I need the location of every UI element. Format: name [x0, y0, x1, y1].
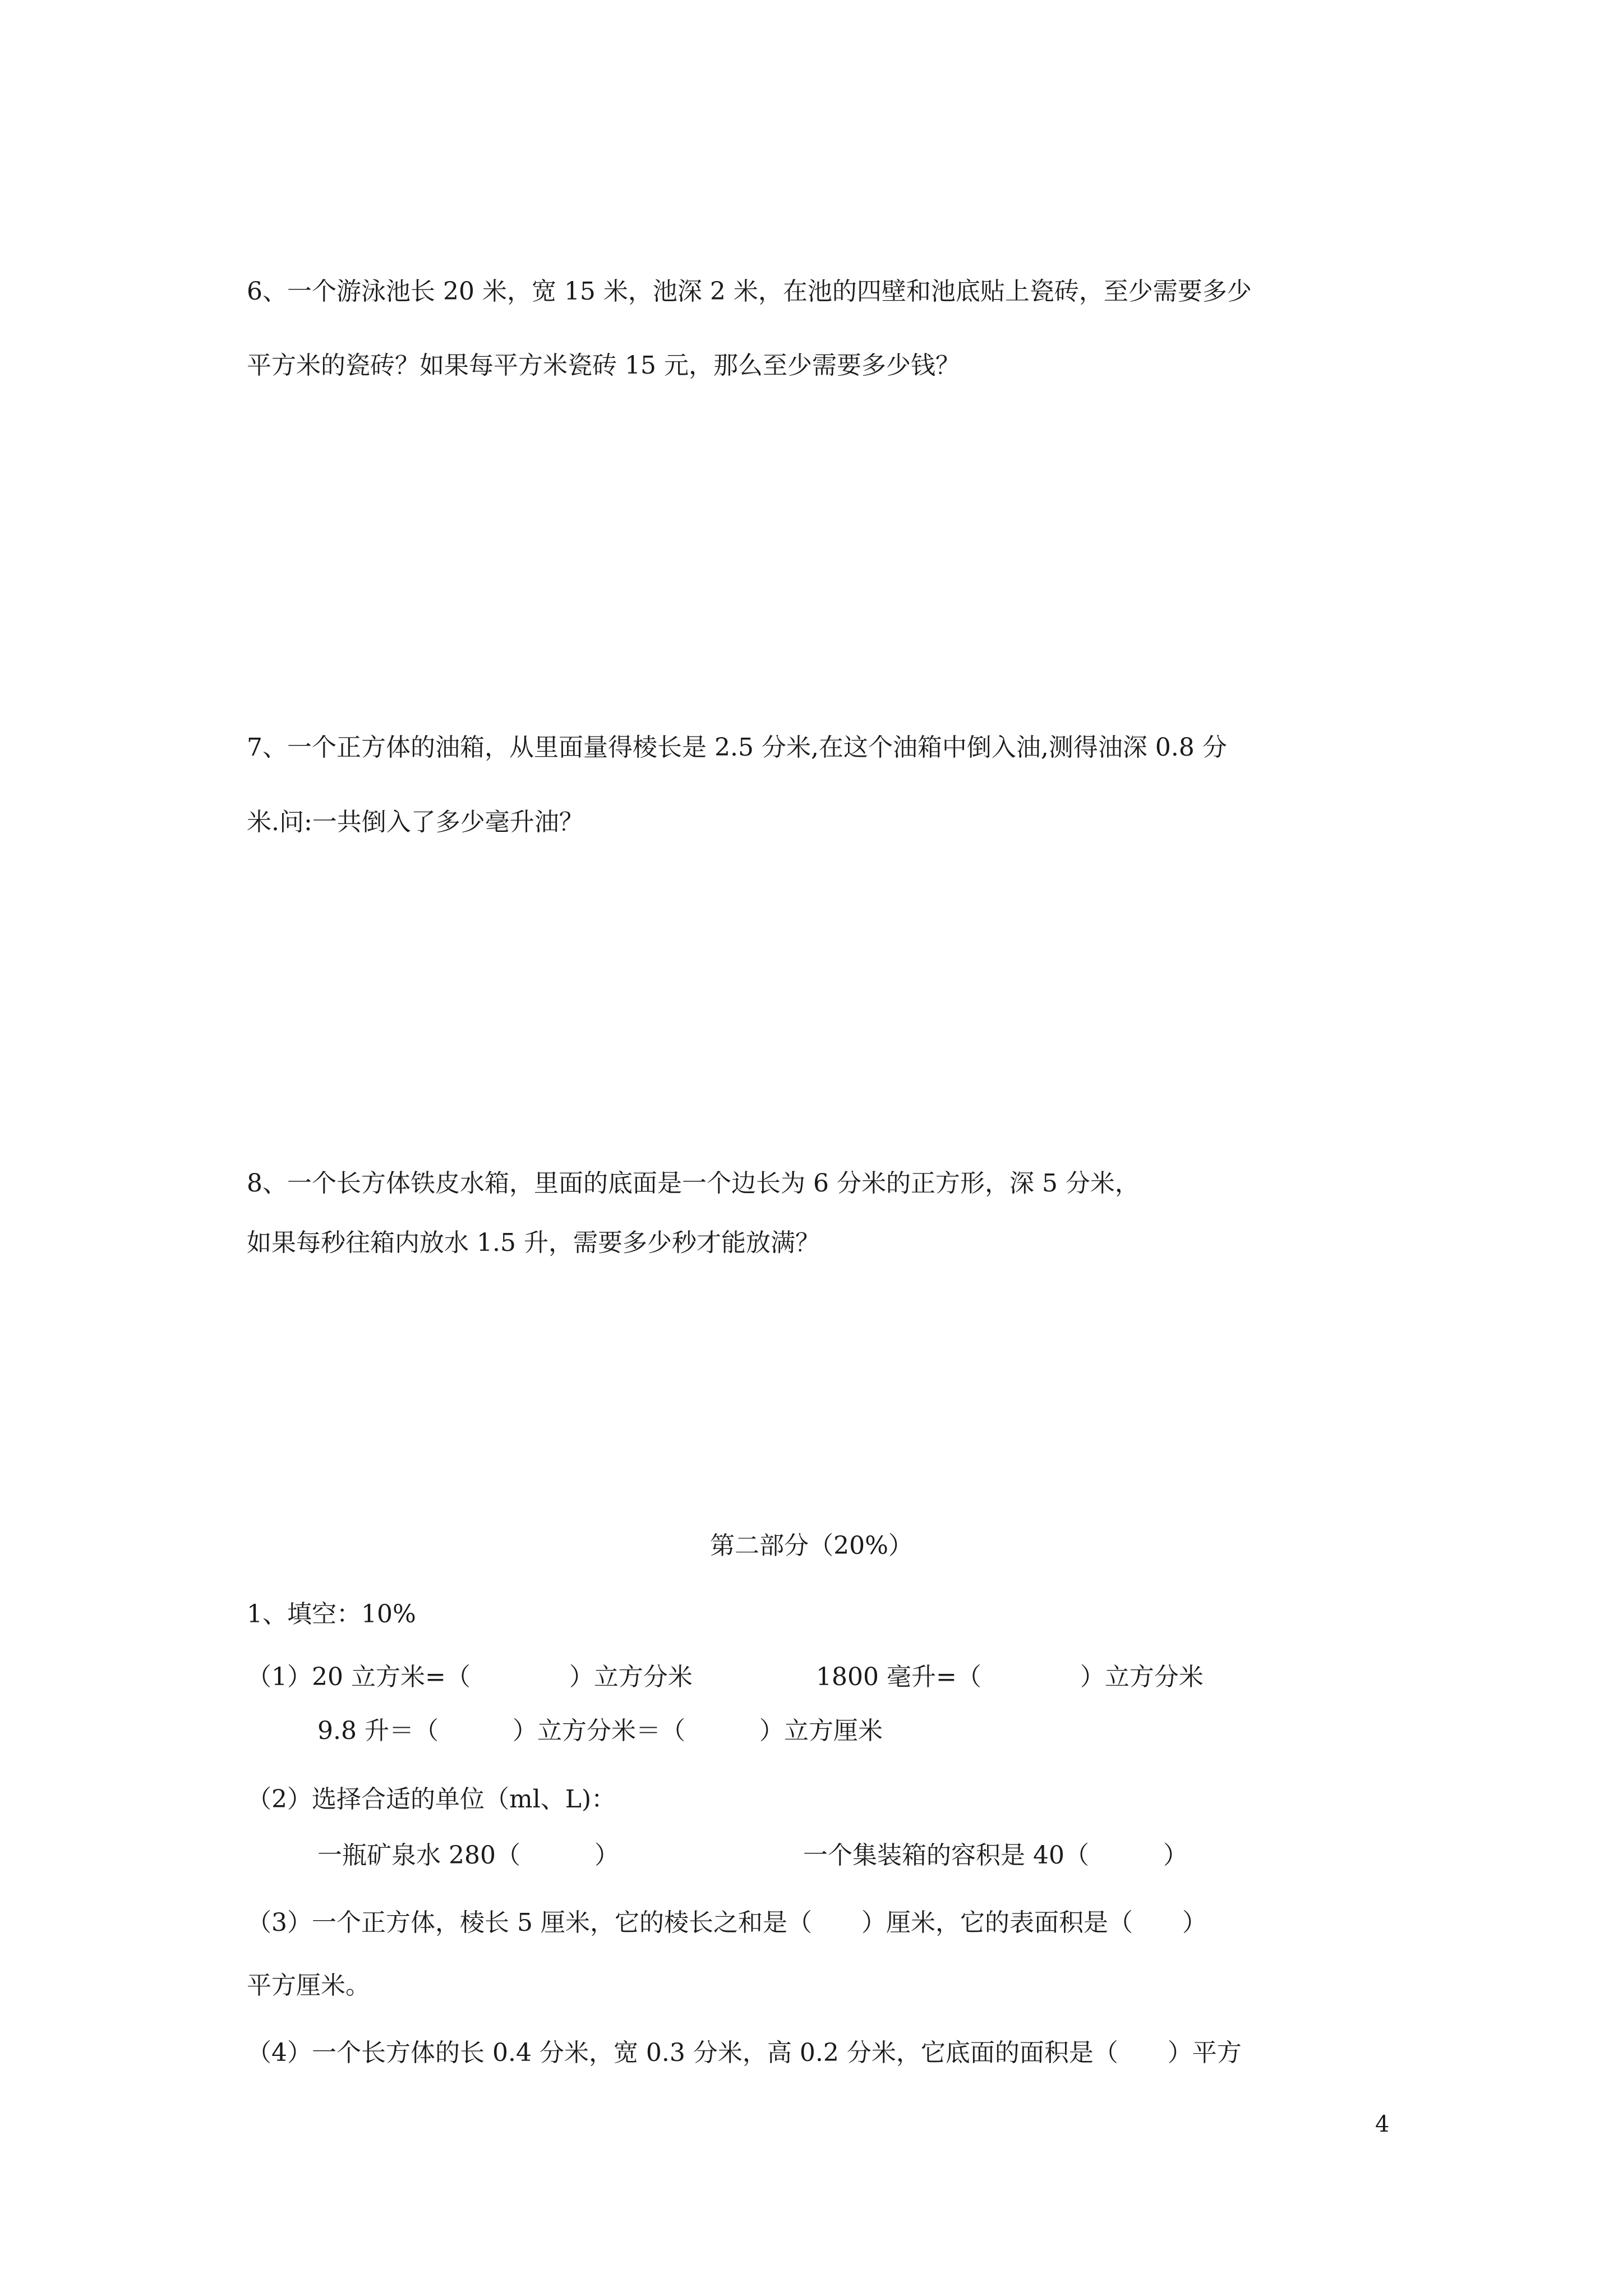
q6-text-line2: 平方米的瓷砖？如果每平方米瓷砖 15 元，那么至少需要多少钱？: [247, 351, 960, 380]
q7-text-line1: 7、一个正方体的油箱，从里面量得棱长是 2.5 分米,在这个油箱中倒入油,测得油深 0.8 分: [247, 733, 1227, 762]
fill-title: 1、填空：10%: [247, 1600, 416, 1628]
item3-line1: （3）一个正方体，棱长 5 厘米，它的棱长之和是（ ）厘米，它的表面积是（ ）: [247, 1908, 1207, 1937]
item3-line2: 平方厘米。: [247, 1971, 370, 2000]
part2-heading: 第二部分（20%）: [710, 1531, 913, 1560]
q6-text-line1: 6、一个游泳池长 20 米，宽 15 米，池深 2 米，在池的四壁和池底贴上瓷砖，至少需要多少: [247, 277, 1252, 306]
q7-text-line2: 米.问:一共倒入了多少毫升油？: [247, 808, 584, 836]
item1-line2: 9.8 升＝（ ）立方分米＝（ ）立方厘米: [317, 1717, 883, 1745]
item2-line1: （2）选择合适的单位（ml、L)：: [247, 1785, 616, 1814]
item4-line1: （4）一个长方体的长 0.4 分米，宽 0.3 分米，高 0.2 分米，它底面的面积是（ ）平方: [247, 2039, 1242, 2067]
q8-text-line2: 如果每秒往箱内放水 1.5 升，需要多少秒才能放满？: [247, 1228, 820, 1257]
item1-line1-right: 1800 毫升=（ ）立方分米: [816, 1663, 1204, 1691]
item2-line2-left: 一瓶矿泉水 280（ ）: [317, 1841, 619, 1870]
page-number: 4: [1375, 2111, 1390, 2137]
item2-line2-right: 一个集装箱的容积是 40（ ）: [803, 1841, 1188, 1870]
item1-line1-left: （1）20 立方米=（ ）立方分米: [247, 1663, 693, 1691]
q8-text-line1: 8、一个长方体铁皮水箱，里面的底面是一个边长为 6 分米的正方形，深 5 分米，: [247, 1169, 1140, 1198]
